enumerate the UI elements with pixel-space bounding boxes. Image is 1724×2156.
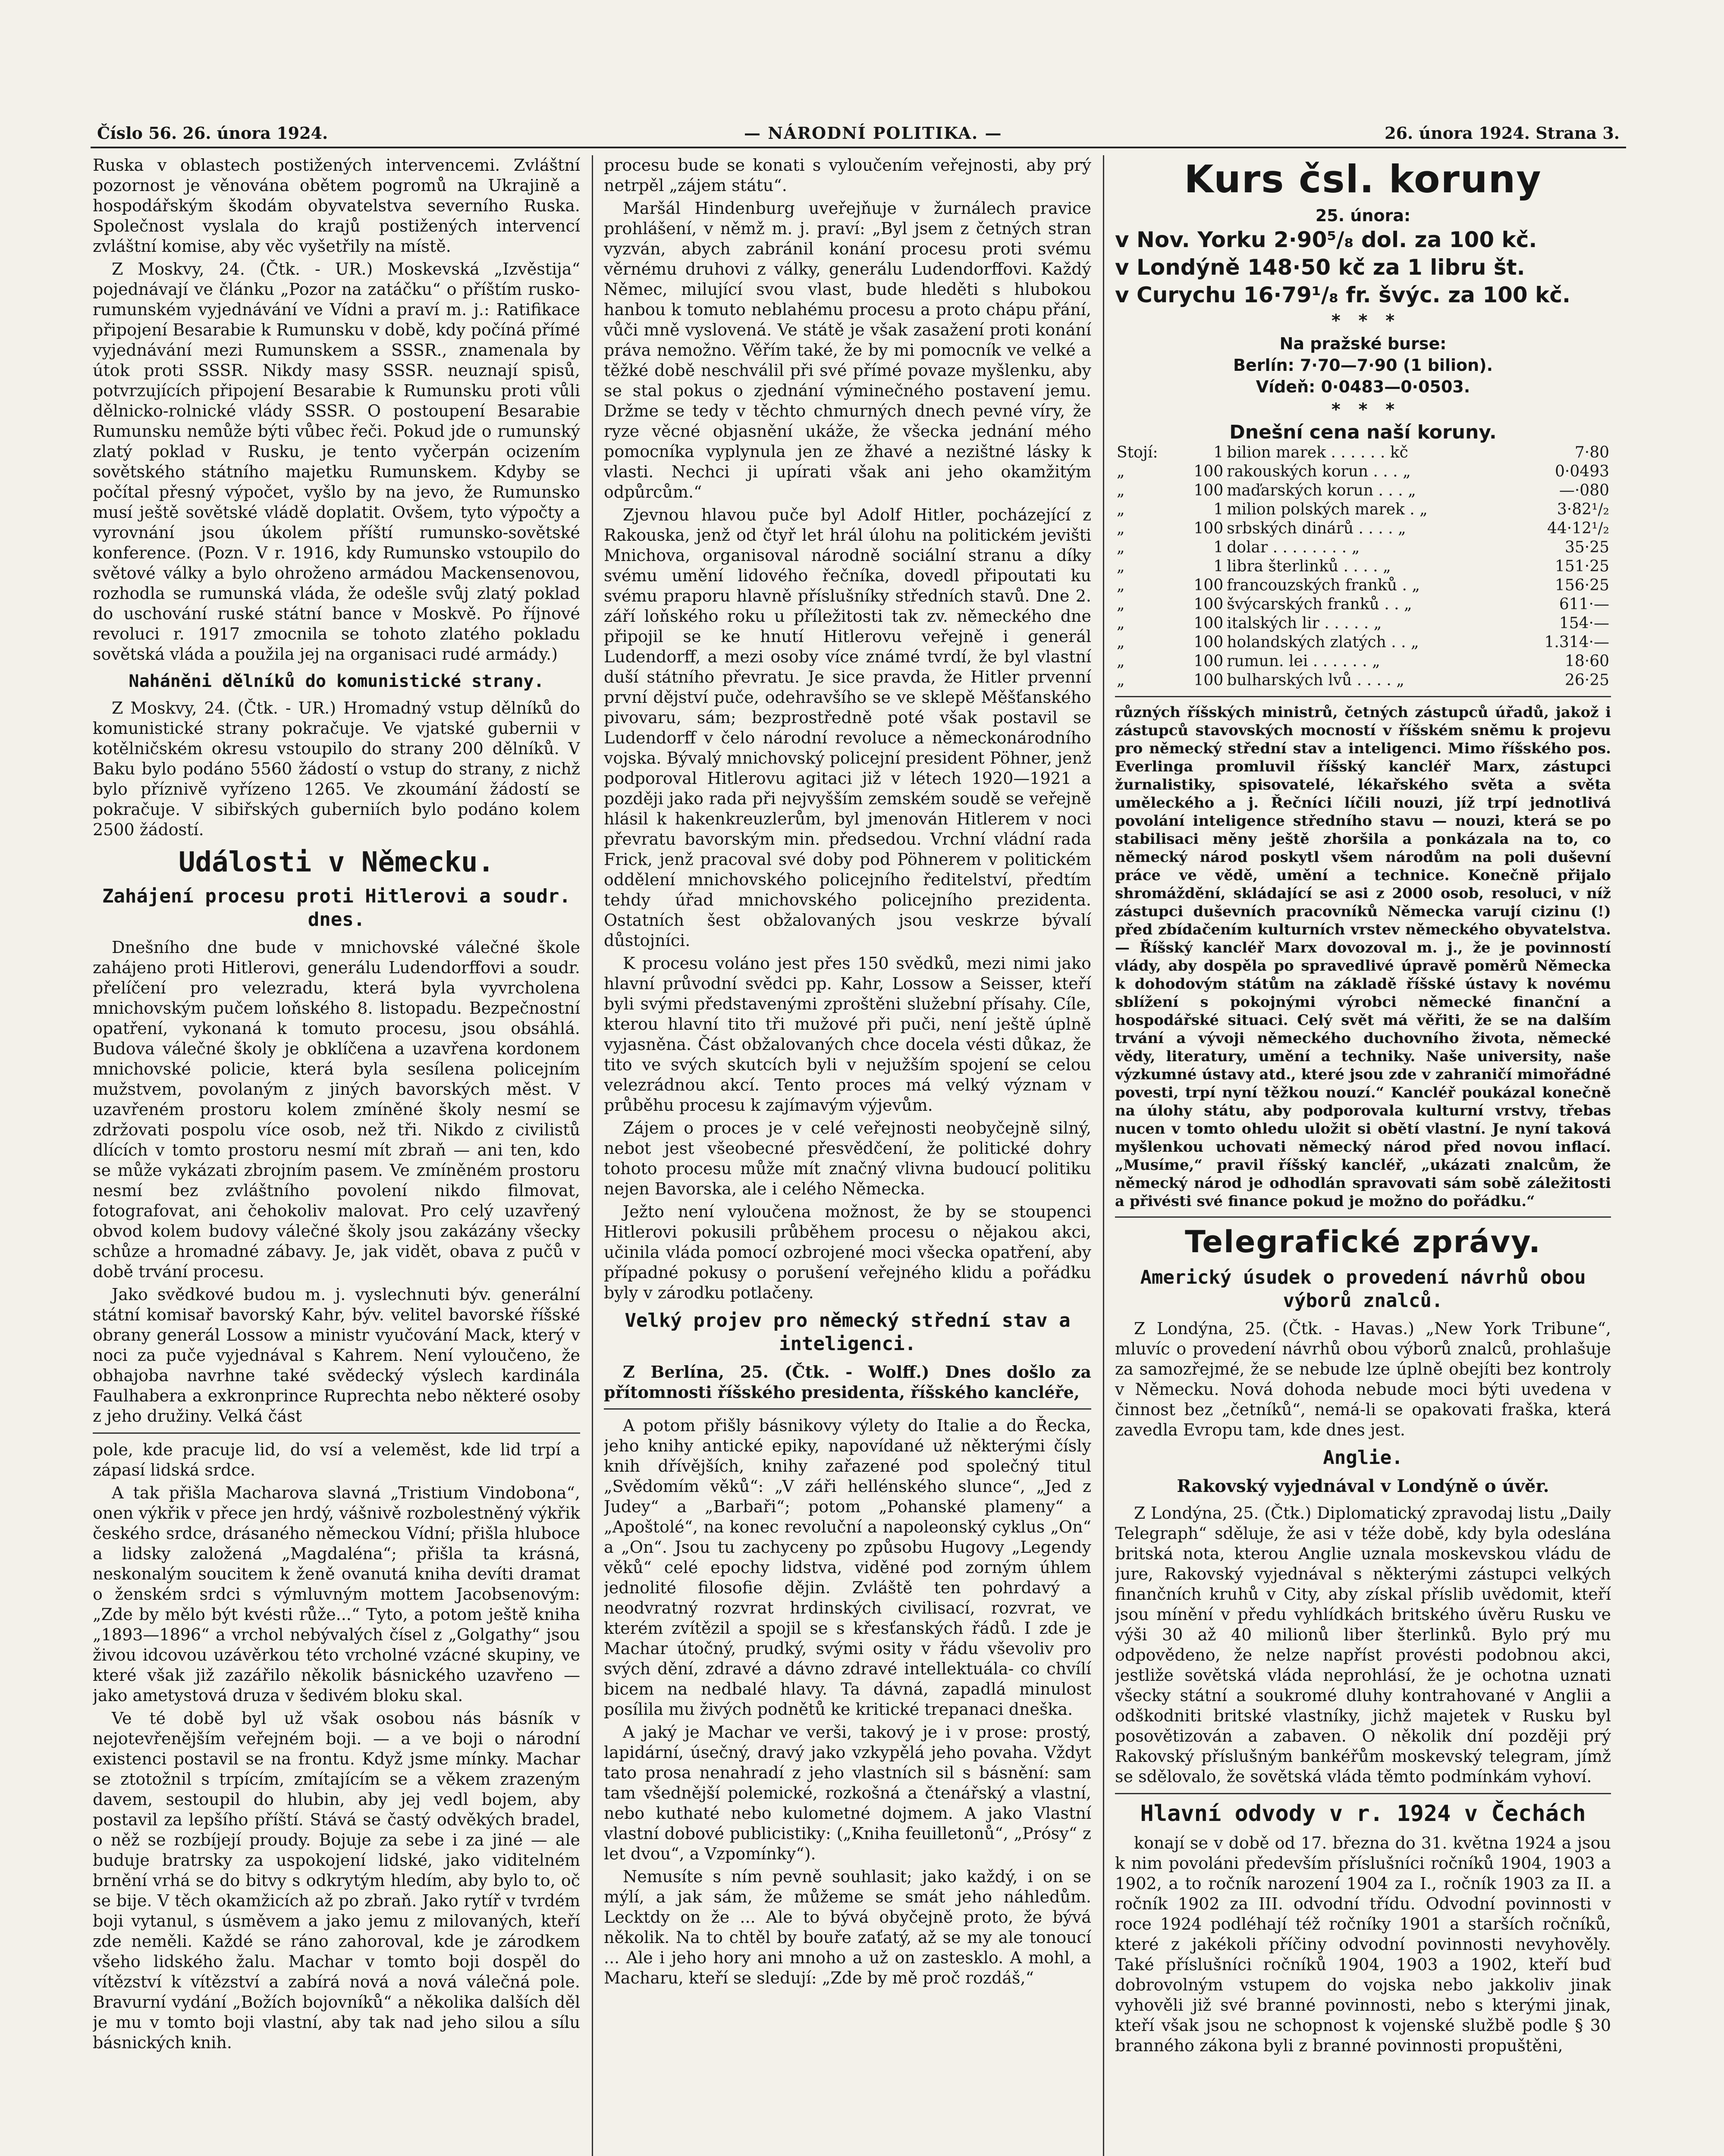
- telegraf-headline: Telegrafické zprávy.: [1185, 1224, 1541, 1260]
- article-paragraph: Maršál Hindenburg uveřejňuje v žurnálech pravice prohlášení, v němž m. j. praví: „Byl jsem z četných stran vyzván, abych zabránil konání procesu proti svému věrnému druhovi z války, generálu Ludendorffovi. Každý Němec, milující svou vlast, bude hleděti s hlubokou hanbou k tomuto neblahému procesu a proto chápu přání, vůči mně vyslovená. Ve státě je však zasažení proti konání práva nemožno. Věřím také, že by mi pomocník ve velké a těžké době neschválil při své přímé povaze myšlenku, aby se stal pokus o zjednání výminečného postavení jemu. Držme se tedy v těchto chmurných dnech pevné víry, že ryze věcné objasnění ukáže, že všecka jednání mého pomocníka vyplynula jen ze žhavé a nezištné lásky k vlasti. Nechci ji upírati však ani jeho okamžitým odpůrcům.“: [604, 199, 1091, 501]
- currency-qty: 1: [1213, 501, 1224, 518]
- headline: Zahájení procesu proti Hitlerovi a soudr. dnes.: [102, 885, 571, 931]
- currency-item: milion polských marek . „: [1227, 501, 1428, 518]
- article-paragraph: Z Londýna, 25. (Čtk.) Diplomatický zpravodaj listu „Daily Telegraph“ sděluje, že asi v téže době, kdy byla odeslána britská nota, kterou Anglie uznala moskevskou vládu de jure, Rakovský vyjednával s některými zástupci velkých finančních kruhů v City, aby získal příslib uvědomit, kteří jsou mínění v předu vyhlídkách britského úvěru Rusku ve výši 30 až 40 milionů liber šterlinků. Bylo prý mu odpovědeno, že nelze napříst provésti podobnou akci, jestliže sovětská vláda neprohlásí, že je ochotna uznati všecky státní a soukromé dluhy kontrahované v Anglii a odškodniti britské vlastníky, jichž majetek v Rusku byl posovětizován a zabaven. O několik dní později prý Rakovský příslušným bankéřům moskevský telegram, jímž se sdělovalo, že sovětská vláda těmto podmínkám vyhoví.: [1115, 1504, 1611, 1786]
- article-paragraph: Z Londýna, 25. (Čtk. - Havas.) „New York Tribune“, mluvíc o provedení návrhů obou výborů znalců, prohlašuje za samozřejmé, že se nebude lze úplně obejíti bez kontroly v Německu. Nová dohoda nebude moci býti uvedena v činnost bez „četníků“, nemá-li se opakovati fraška, která zavedla Evropu tam, kde dnes jest.: [1115, 1319, 1611, 1439]
- article-paragraph: Ježto není vyloučena možnost, že by se stoupenci Hitlerovi pokusili průběhem procesu o nějakou akci, učinila vláda pomocí ozbrojené moci všecka opatření, aby případné pokusy o porušení veřejného klidu a pořádku byly v zárodku potlačeny.: [604, 1202, 1091, 1302]
- currency-qty: 100: [1193, 463, 1224, 480]
- article-paragraph: Ruska v oblastech postižených intervencemi. Zvláštní pozornost je věnována obětem pogromů na Ukrajině a hospodářským škodám obyvatelstva severního Ruska. Společnost vyslala do krajů postižených intervencí zvláštní komise, aby věc vyšetřily na místě.: [93, 156, 580, 256]
- burse-berlin: Berlín: 7·70—7·90 (1 bilion).: [1233, 356, 1493, 375]
- article-paragraph: Zájem o proces je v celé veřejnosti neobyčejně silný, nebot jest všeobecné přesvědčení, že politické dohry tohoto procesu může mít značný vlivna budoucí politiku nejen Bavorska, ale i celého Německa.: [604, 1119, 1091, 1198]
- column-divider: [592, 155, 593, 2156]
- currency-qty: 100: [1193, 614, 1224, 632]
- currency-val: 0·0493: [1555, 463, 1609, 480]
- currency-val: 18·60: [1564, 652, 1609, 670]
- currency-row: [1115, 443, 1611, 462]
- currency-pre: „: [1117, 463, 1125, 480]
- currency-pre: „: [1117, 501, 1125, 518]
- currency-val: 26·25: [1564, 671, 1609, 689]
- currency-item: srbských dinárů . . . . „: [1227, 520, 1406, 537]
- currency-row: [1115, 481, 1611, 500]
- currency-qty: 1: [1213, 558, 1224, 575]
- currency-pre: Stojí:: [1117, 444, 1158, 461]
- currency-item: italských lir . . . . . „: [1227, 614, 1382, 632]
- article-paragraph: Nemusíte s ním pevně souhlasit; jako každý, i on se mýlí, a jak sám, že můžeme se smát jeho náhledům. Lecktdy on že ... Ale to bývá obyčejně proto, že bývá několik. Na to chtěl by bouře zaťatý, až se my ale tonoucí ... Ale i jeho hory ani mnoho a už on zastesklo. A mohl, a Macharu, kteří se sledují: „Zde by mě proč rozdáš,“: [604, 1867, 1091, 1987]
- header-issue: Číslo 56. 26. února 1924.: [97, 123, 328, 143]
- currency-qty: 100: [1193, 520, 1224, 537]
- currency-val: 3·82¹/₂: [1557, 501, 1609, 518]
- headline: Velký projev pro německý střední stav a inteligenci.: [625, 1310, 1071, 1355]
- currency-row: [1115, 633, 1611, 652]
- kurs-date: 25. února:: [1315, 206, 1411, 225]
- burse-title: Na pražské burse:: [1279, 334, 1447, 353]
- currency-val: 151·25: [1555, 558, 1609, 575]
- headline: Americký úsudek o provedení návrhů obou výborů znalců.: [1140, 1266, 1586, 1312]
- currency-pre: „: [1117, 614, 1125, 632]
- currency-row: [1115, 576, 1611, 595]
- currency-qty: 100: [1193, 595, 1224, 613]
- currency-table: [1115, 443, 1611, 690]
- exchange-rate-box: [1115, 205, 1611, 443]
- kurs-headline: Kurs čsl. koruny: [1184, 157, 1542, 201]
- currency-row: [1115, 557, 1611, 576]
- currency-qty: 1: [1213, 444, 1224, 461]
- article-paragraph: Ve té době byl už však osobou nás básník v nejotevřenějším veřejném boji. — a ve boji o národní existenci postavil se na frontu. Když jsme mínky. Machar se ztotožnil s trpícím, zmítajícím se a věkem zrazeným davem, sestoupil do hlubin, aby jej vedl bojem, aby postavil za lepšího příští. Stává se častý odvěkých bradel, o něž se rozbíjejí proudy. Bojuje za sebe i za jiné — ale buduje bratrsky za uspokojení lidské, jako viditelném brnění vrhá se do bitvy s odkrytým hledím, aby bylo to, oč se bije. V těch okamžicích až po zbraň. Jako rytíř v tvrdém boji vytanul, s úsměvem a jako jemu z milovaných, kteří zde neměli. Každé se ráno zahoroval, kde je zárodkem všeho lidského žalu. Machar v tomto boji dospěl do vítězství k vítězství a zabírá nová a nová válečná pole. Bravurní vydání „Božích bojovníků“ a několika dalších děl je mu v tomto boji vlastní, aby tak nad jeho silou a sílu básnických knih.: [93, 1709, 580, 2052]
- currency-pre: „: [1117, 558, 1125, 575]
- currency-item: dolar . . . . . . . . „: [1227, 539, 1360, 556]
- star-divider: * * *: [1331, 311, 1395, 331]
- currency-row: [1115, 462, 1611, 481]
- currency-qty: 100: [1193, 671, 1224, 689]
- currency-pre: „: [1117, 482, 1125, 499]
- column-3: [1115, 155, 1611, 2156]
- article-paragraph: K procesu voláno jest přes 150 svědků, mezi nimi jako hlavní průvodní svědci pp. Kahr, Lossow a Seisser, kteří byli svými představenými zproštěni služební přísahy. Cíle, kterou hlavní tito tři mužové při puči, není ještě úplně vyjasněna. Část obžalovaných chce docela vésti důkaz, že tito ve svých skutcích byli v nejužším spojení se celou velezrádnou akcí. Tento proces má velký význam v průběhu procesu k zajímavým výjevům.: [604, 954, 1091, 1115]
- currency-qty: 100: [1193, 652, 1224, 670]
- article-paragraph: A potom přišly básnikovy výlety do Italie a do Řecka, jeho knihy antické epiky, napovídané už některými čísly knih dřívějších, knihy zařazené pod společný titul „Svědomím věků“: „V záři hellénského slunce“, „Jed z Judey“ a „Barbaři“; potom „Pohanské plameny“ a „Apoštolé“, na konec revoluční a napoleonský cyklus „On“ a „On“. Jsou tu zachyceny po způsobu Hugovy „Legendy věků“ celé epochy lidstva, viděné pod zorným úhlem jednolité filosofie dějin. Zvláště ten pohrdavý a neodvratný rozvrat hrdinských civilisací, rozvrat, ve kterém zvítězil a spojil se s křesťanských řádů. I zde je Machar útočný, prudký, svými osity v řádu vševoliv pro svých dění, zdravé a dávno zdravé intellektuála- co chvílí bicem na nedbalé hlavy. Ta dávná, zapadlá minulost posílila mu živých podnětů ke kritické trepanaci dneška.: [604, 1416, 1091, 1719]
- currency-item: holandských zlatých . . „: [1227, 633, 1419, 651]
- currency-pre: „: [1117, 595, 1125, 613]
- article-paragraph: Z Moskvy, 24. (Čtk. - UR.) Hromadný vstup dělníků do komunistické strany pokračuje. Ve vjatské gubernii v kotělničském okresu vstoupilo do strany 200 dělníků. V Baku bylo podáno 5560 žádostí o vstup do strany, z nichž bylo příznivě vyřízeno 1265. Ve zkoumání žádostí se pokračuje. V sibiřských guberniích bylo podáno kolem 2500 žádostí.: [93, 699, 580, 839]
- article-paragraph: Z Berlína, 25. (Čtk. - Wolff.) Dnes došlo za přítomnosti říšského presidenta, říšského kancléře,: [604, 1362, 1091, 1402]
- currency-qty: 100: [1193, 482, 1224, 499]
- dnesni-cena-title: Dnešní cena naší koruny.: [1229, 421, 1497, 443]
- kurs-row: v Curychu 16·79¹/₈ fr. švýc. za 100 kč.: [1115, 282, 1570, 307]
- currency-item: libra šterlinků . . . . „: [1227, 558, 1391, 575]
- currency-item: bulharských lvů . . . . „: [1227, 671, 1404, 689]
- headline: Hlavní odvody v r. 1924 v Čechách: [1140, 1801, 1586, 1827]
- currency-row: [1115, 614, 1611, 633]
- currency-pre: „: [1117, 633, 1125, 651]
- currency-val: 1.314·—: [1544, 633, 1609, 651]
- kurs-row: v Londýně 148·50 kč za 1 libru št.: [1115, 255, 1525, 280]
- headline: Anglie.: [1323, 1447, 1403, 1469]
- currency-item: bilion marek . . . . . . kč: [1227, 444, 1408, 461]
- currency-item: rumun. lei . . . . . . „: [1227, 652, 1380, 670]
- currency-row: [1115, 671, 1611, 690]
- currency-val: 154·—: [1559, 614, 1609, 632]
- section-rule: [93, 1432, 580, 1434]
- currency-val: —·080: [1559, 482, 1609, 499]
- article-paragraph: Jako svědkové budou m. j. vyslechnuti býv. generální státní komisař bavorský Kahr, býv. velitel bavorské říšské obrany generál Lossow a ministr vyučování Mack, který v noci za puče vyjednával s Kahrem. Není vyloučeno, že obhajoba navrhne také svědecký výslech kardinála Faulhabera a exkronprince Ruprechta nebo některé osoby z jeho družiny. Velká část: [93, 1285, 580, 1426]
- section-rule: [1115, 696, 1611, 697]
- header-page: 26. února 1924. Strana 3.: [1385, 123, 1620, 143]
- page-header: [84, 123, 1620, 149]
- currency-val: 156·25: [1555, 577, 1609, 594]
- currency-pre: „: [1117, 652, 1125, 670]
- section-rule: [1115, 1216, 1611, 1218]
- burse-viden: Vídeň: 0·0483—0·0503.: [1256, 377, 1470, 396]
- header-rule: [91, 147, 1626, 148]
- currency-row: [1115, 652, 1611, 671]
- currency-item: švýcarských franků . . „: [1227, 595, 1412, 613]
- currency-pre: „: [1117, 577, 1125, 594]
- currency-row: [1115, 538, 1611, 557]
- currency-row: [1115, 519, 1611, 538]
- column-2: [604, 155, 1091, 2156]
- currency-qty: 1: [1213, 539, 1224, 556]
- section-rule: [1115, 1793, 1611, 1794]
- headline: Rakovský vyjednával v Londýně o úvěr.: [1177, 1476, 1549, 1496]
- currency-pre: „: [1117, 671, 1125, 689]
- masthead-title: — NÁRODNÍ POLITIKA. —: [744, 123, 1002, 143]
- section-headline: Události v Německu.: [178, 846, 495, 878]
- currency-pre: „: [1117, 520, 1125, 537]
- currency-val: 611·—: [1559, 595, 1609, 613]
- star-divider: * * *: [1331, 400, 1395, 420]
- currency-row: [1115, 595, 1611, 614]
- article-paragraph: konají se v době od 17. března do 31. května 1924 a jsou k nim povoláni především příslušníci ročníků 1904, 1903 a 1902, a to ročník narození 1904 za I., ročník 1903 za II. a ročník 1902 za III. odvodní třídu. Odvodní povinnosti v roce 1924 podléhají též ročníky 1901 a starších ročníků, které z jakékoli příčiny odvodní povinnosti nevyhověly. Také příslušníci ročníků 1904, 1903 a 1902, kteří buď dobrovolným vstupem do vojska nebo jakkoliv jinak vyhověli již své branné povinnosti, nebo s kterými jinak, kteří však jsou ne schopnost k vojenské službě podle § 30 branného zákona byli z branné povinnosti propuštěni,: [1115, 1833, 1611, 2055]
- column-1: [93, 155, 580, 2156]
- currency-val: 44·12¹/₂: [1547, 520, 1609, 537]
- currency-qty: 100: [1193, 633, 1224, 651]
- article-paragraph: Dnešního dne bude v mnichovské válečné škole zahájeno proti Hitlerovi, generálu Ludendorffovi a soudr. přelíčení pro velezradu, která byla vyvrcholena mnichovským pučem loňského 8. listopadu. Bezpečnostní opatření, vykonaná k tomuto procesu, jsou obsáhlá. Budova válečné školy je obklíčena a uzavřena kordonem mnichovské policie, která byla sesílena policejním mužstvem, povolaným z jiných bavorských měst. V uzavřeném prostoru kolem zmíněné školy nesmí se zdržovati pospolu více osob, než tři. Nikdo z civilistů dlících v tomto prostoru nesmí mít zbraň — ani ten, kdo se může vykázati zbrojním pasem. Ve zmíněném prostoru nesmí bez zvláštního povolení nikdo filmovat, fotografovat, ani čehokoliv malovat. Pro celý uzavřený obvod kolem budovy válečné školy jsou zakázány všecky schůze a hromadné zábavy. Je, jak vidět, obava z pučů v době trvání procesu.: [93, 938, 580, 1281]
- article-paragraph: A jaký je Machar ve verši, takový je i v prose: prostý, lapidární, úsečný, dravý jako vzkypělá jeho povaha. Vždyt tato prosa nenahradí z jeho vlastních sil s básnění: sam tam všednější polemické, rozkošná a čtenářský a vlastní, nebo kuthaté nebo kulometné dojmem. A jako Vlastní vlastní dobové publicistiky: („Kniha feuilletonů“, „Prósy“ z let dvou“, a Vzpomínky“).: [604, 1723, 1091, 1863]
- article-paragraph: Z Moskvy, 24. (Čtk. - UR.) Moskevská „Izvěstija“ pojednávají ve článku „Pozor na zatáčku“ o příštím rusko-rumunském vyjednávání ve Vídni a praví m. j.: Ratifikace připojení Besarabie k Rumunsku v době, kdy počíná přímé vyjednávání mezi Rumunskem a SSSR., znamenala by útok proti SSSR. Nikdy masy SSSR. neuznají spisů, potvrzujících připojení Besarabie k Rumunsku proti vůli dělnicko-rolnické vlády SSSR. O postoupení Besarabie Rumunsku nemůže býti vůbec řeči. Pokud jde o rumunský zlatý poklad v Rusku, je tento vyčerpán ocizením sovětského státního majetku Rumunskem. Kdyby se počítal přesný výpočet, vyšlo by na jevo, že Rumunsko musí ještě sovětské vládě doplatit. Ovšem, tyto výpočty a vyrovnání jsou úkolem příští rumunsko-sovětské konference. (Pozn. V r. 1916, kdy Rumunsko vstoupilo do světové války a bylo ohroženo armádou Mackensenovou, rozhodla se rumunská vláda, že odešle svůj zlatý poklad do uschování ruské státní bance v Moskvě. Po říjnové revoluci r. 1917 zmocnila se tohoto zlatého pokladu sovětská vláda a použila jej na organisaci rudé armády.): [93, 260, 580, 664]
- currency-val: 7·80: [1574, 444, 1609, 461]
- article-paragraph: různých říšských ministrů, četných zástupců úřadů, jakož i zástupců stavovských mocností v říšském sněmu k projevu pro německý střední stav a inteligenci. Mimo říšského pos. Everlinga promluvil říšský kancléř Marx, zástupci žurnalistiky, spisovatelé, lékařského světa a světa uměleckého a j. Řečníci líčili nouzi, jíž trpí jednotlivá povolání inteligence středního stavu — nouzi, která se po stabilisaci měny ještě zhoršila a ponkázala na to, co německý národ poskytl všem národům na poli duševní práce ve vědě, umění a technice. Konečně přijalo shromáždění, skládající se asi z 2000 osob, resoluci, v níž zástupci duševních pracovníků Německa varují cizinu (!) před zbídačením kulturních vrstev německého obyvatelstva. — Říšský kancléř Marx dovozoval m. j., že je povinností vlády, aby dospěla po spravedlivé úpravě poměrů Německa k dohodovým státům na základě říšské ústavy k novému sblížení s pokojnými výrobci německé finanční a hospodářské situaci. Celý svět má věřiti, že se na dalším trvání a vývoji německého duchovního života, německé vědy, literatury, umění a techniky. Naše university, naše výzkumné ústavy atd., které jsou zde v zahraničí mimořádné povesti, trpí nyní těžkou nouzí.“ Kancléř poukázal konečně na úlohy státu, aby podporovala kulturní vrstvy, třebas nucen v tomto ohledu uložit si obětí vlastní. Je nyní taková myšlenkou uchovati německý národ před novou inflací. „Musíme,“ pravil říšský kancléř, „ukázati znalcům, že německý národ je odhodlán spravovati sám sobě záležitosti a přivésti své finance pokud je možno do pořádku.“: [1115, 704, 1611, 1210]
- kurs-row: v Nov. Yorku 2·90⁵/₈ dol. za 100 kč.: [1115, 227, 1537, 252]
- currency-item: rakouských korun . . . „: [1227, 463, 1411, 480]
- currency-item: maďarských korun . . . „: [1227, 482, 1416, 499]
- article-paragraph: Zjevnou hlavou puče byl Adolf Hitler, pocházející z Rakouska, jenž od čtyř let hrál úlohu na politickém jevišti Mnichova, organisoval národně sociální stranu a díky svému umění lidového řečníka, dovedl připoutati ku svému praporu hlavně příslušníky středních stavů. Dne 2. září loňského roku u příležitosti tak zv. německého dne připojil se ke hnutí Hitlerovu veřejně i generál Ludendorff, a mezi osoby více známé tvrdí, že byl vlastní duší státního převratu. Je sice pravda, že Hitler prvenní první dějství puče, odehravšího se ve sklepě Měšťanského pivovaru, sám; bezprostředně poté však postavil se Ludendorff v čelo národní revoluce a německonárodního vojska. Bývalý mnichovský policejní president Pöhner, jenž podporoval Hitlerovu agitaci již v létech 1920—1921 a později jako rada při nejvyšším zemském soudě se veřejně hlásil k hakenkreuzlerům, byl jmenován Hitlerem v noci převratu bavorským min. předsedou. Vrchní vládní rada Frick, jenž pracoval své doby pod Pöhnerem v politickém oddělení mnichovského policejního ředitelství, předtím tehdy úřad mnichovského policejního prezidenta. Ostatních šest obžalovaných jsou veskrze bývalí důstojníci.: [604, 505, 1091, 950]
- article-paragraph: A tak přišla Macharova slavná „Tristium Vindobona“, onen výkřik v přece jen hrdý, vášnivě rozbolestněný výkřik českého srdce, drásaného německou Vídní; přišla hluboce a lidsky založená „Magdaléna“; přišla ta krásná, neskonalým soucitem k ženě ovanutá kniha devíti dramat o ženském srdci s výmluvným mottem Jacobsenovým: „Zde by mělo být kvésti růže...“ Tyto, a potom ještě kniha „1893—1896“ a vrchol nebývalých čísel z „Golgathy“ jsou živou idcovou uzávěrkou této vrcholné vzácné skupiny, ve které však již zazářilo několik básnického uzavřeno — jako ametystová druza v šedivém bloku skal.: [93, 1483, 580, 1705]
- article-paragraph: procesu bude se konati s vyloučením veřejnosti, aby prý netrpěl „zájem státu“.: [604, 156, 1091, 195]
- currency-qty: 100: [1193, 577, 1224, 594]
- currency-item: francouzských franků . „: [1227, 577, 1420, 594]
- currency-pre: „: [1117, 539, 1125, 556]
- article-paragraph: pole, kde pracuje lid, do vsí a veleměst, kde lid trpí a zápasí lidská srdce.: [93, 1440, 580, 1479]
- currency-row: [1115, 500, 1611, 519]
- headline: Naháněni dělníků do komunistické strany.: [129, 671, 544, 691]
- column-divider: [1103, 155, 1104, 2156]
- section-rule: [604, 1408, 1091, 1410]
- currency-val: 35·25: [1564, 539, 1609, 556]
